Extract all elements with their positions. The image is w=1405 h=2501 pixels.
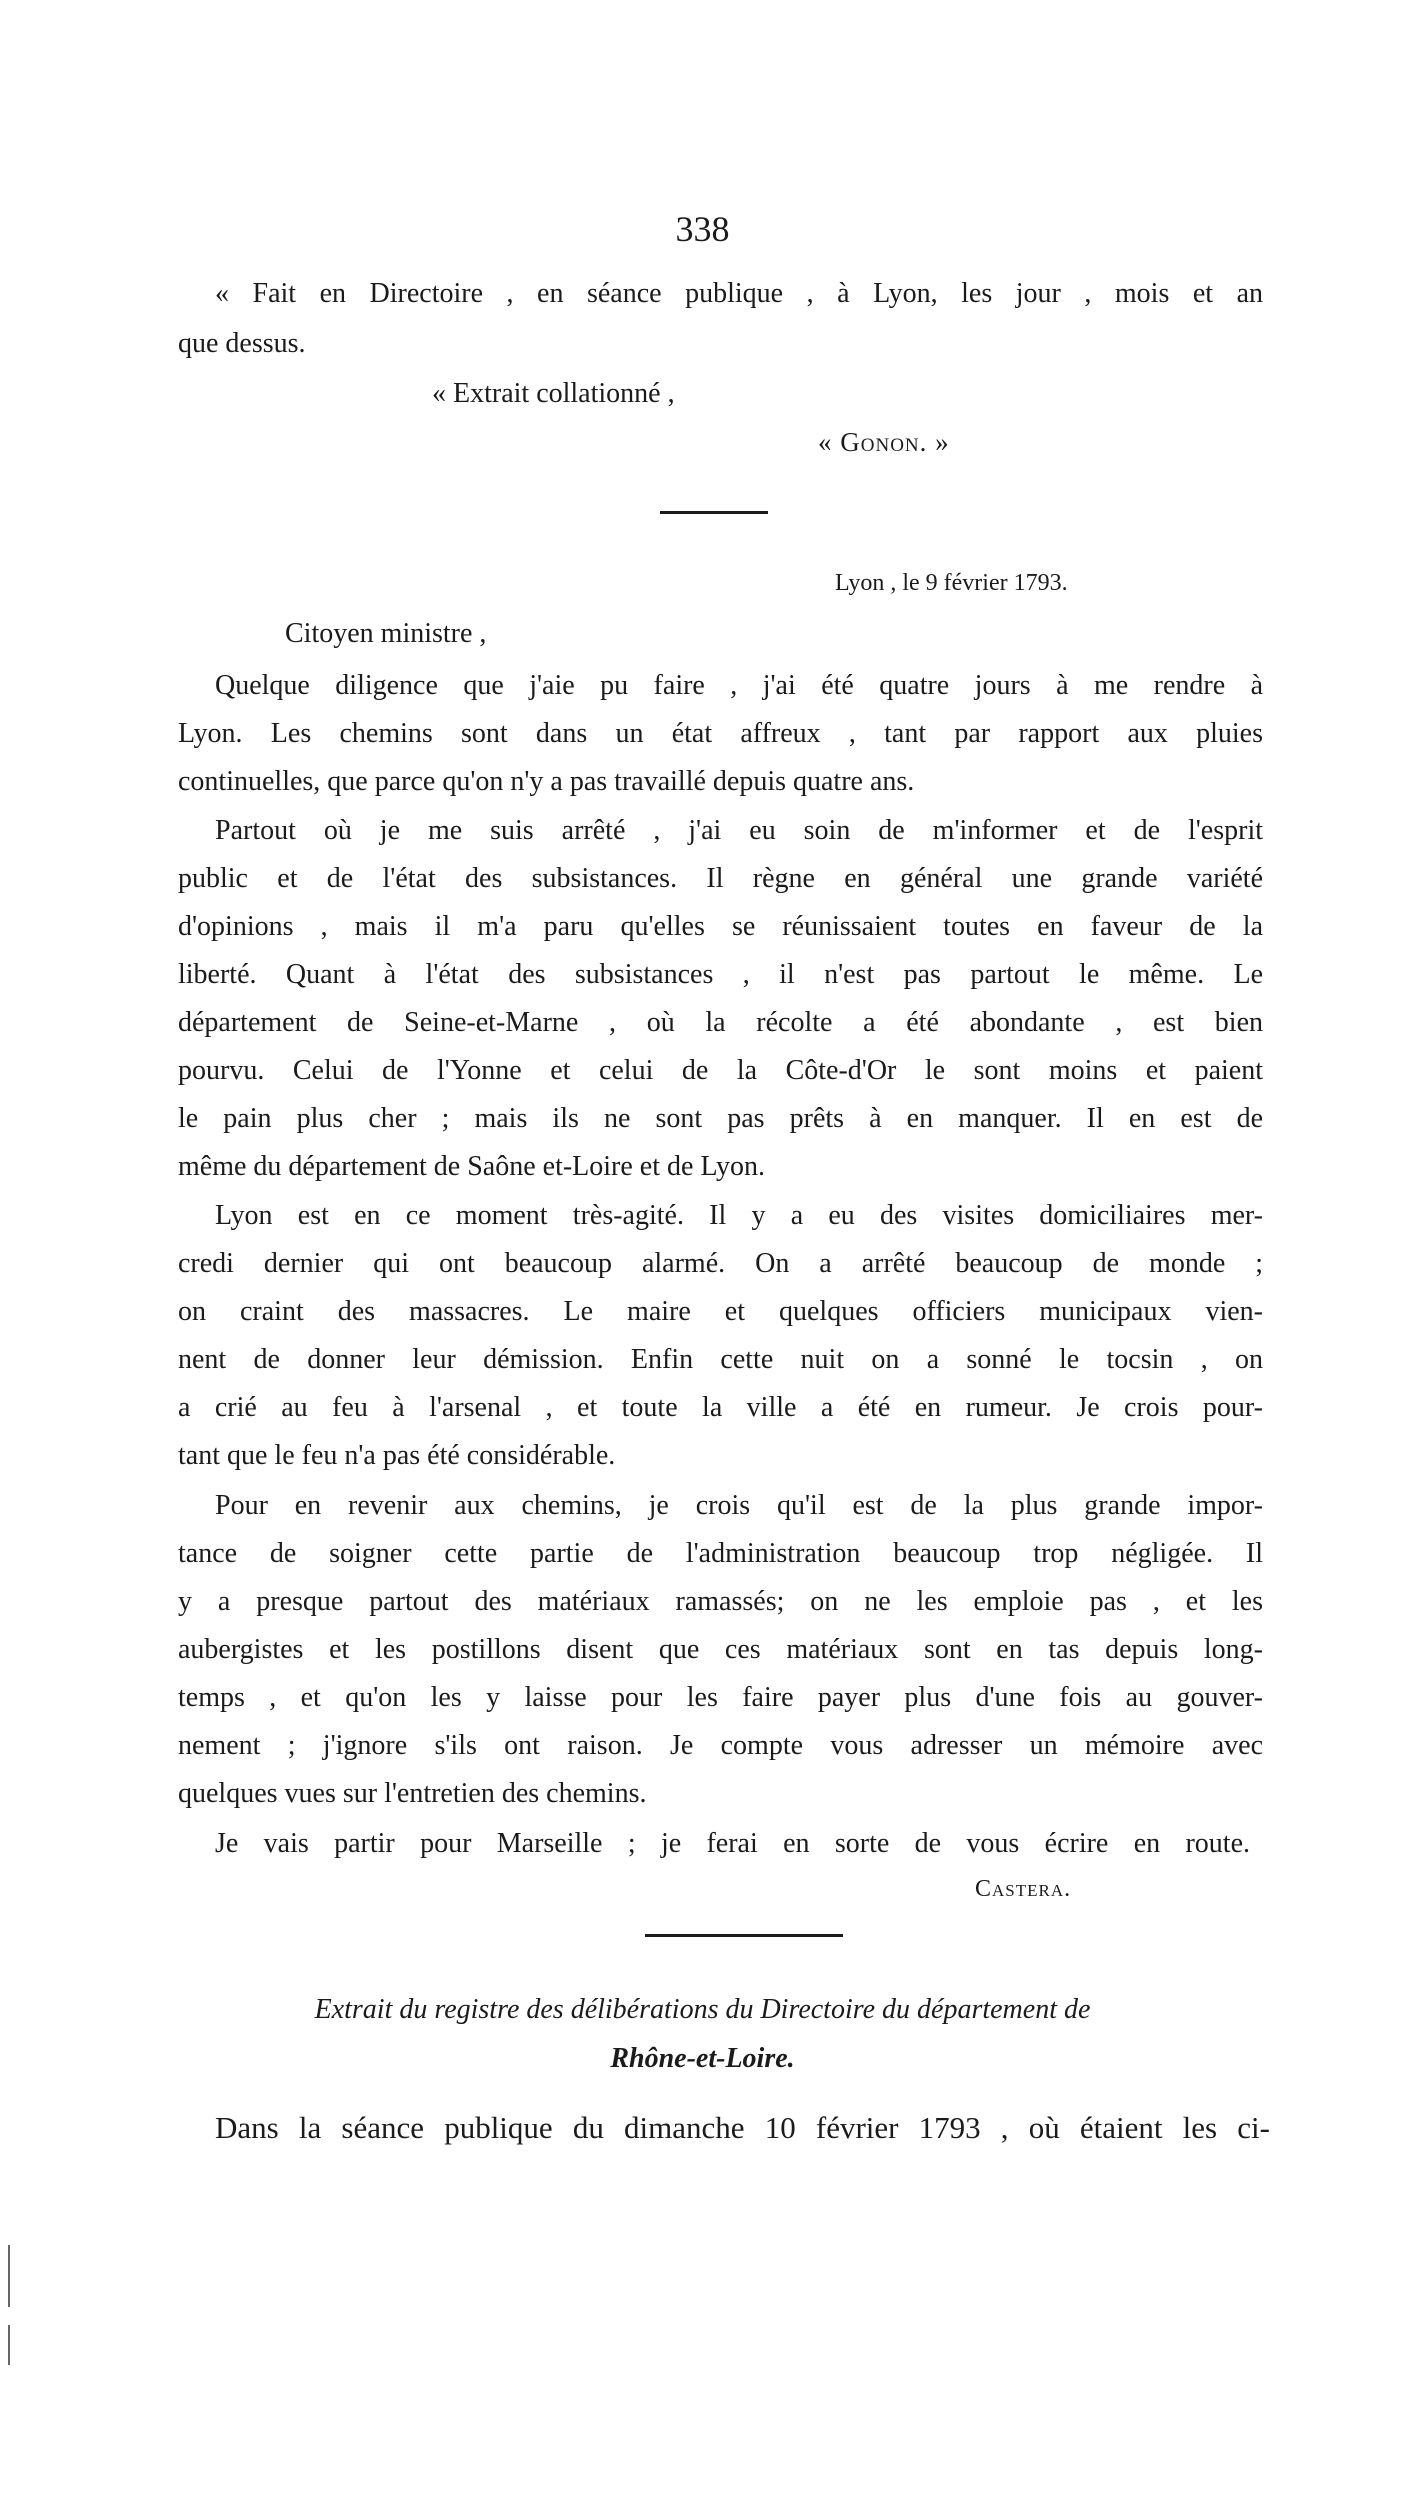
letter-line: Lyon est en ce moment très-agité. Il y a eu des visites domiciliaires mer- — [215, 1200, 1263, 1231]
letter-line: quelques vues sur l'entretien des chemins. — [178, 1778, 647, 1809]
final-line: Dans la séance publique du dimanche 10 février 1793 , où étaient les ci- — [215, 2110, 1270, 2145]
letter-line: Je vais partir pour Marseille ; je ferai en sorte de vous écrire en route. — [215, 1828, 1250, 1859]
letter-line: public et de l'état des subsistances. Il règne en général une grande variété — [178, 863, 1263, 894]
opening-line-1: « Fait en Directoire , en séance publique , à Lyon, les jour , mois et an — [215, 278, 1263, 309]
letter-line: Quelque diligence que j'aie pu faire , j'ai été quatre jours à me rendre à — [215, 670, 1263, 701]
gonon-signature: « Gonon. » — [818, 427, 950, 457]
letter-line: continuelles, que parce qu'on n'y a pas travaillé depuis quatre ans. — [178, 766, 915, 797]
letter-line: y a presque partout des matériaux ramassés; on ne les emploie pas , et les — [178, 1586, 1263, 1617]
letter-line: Pour en revenir aux chemins, je crois qu'il est de la plus grande impor- — [215, 1490, 1263, 1521]
letter-line: Lyon. Les chemins sont dans un état affreux , tant par rapport aux pluies — [178, 718, 1263, 749]
letter-line: nent de donner leur démission. Enfin cette nuit on a sonné le tocsin , on — [178, 1344, 1263, 1375]
page-number: 338 — [675, 209, 730, 249]
letter-line: aubergistes et les postillons disent que ces matériaux sont en tas depuis long- — [178, 1634, 1263, 1665]
extract-title-line-1: Extrait du registre des délibérations du Directoire du département de — [314, 1994, 1091, 2025]
section-divider-2 — [645, 1934, 843, 1937]
section-divider-1 — [660, 511, 768, 514]
letter-line: nement ; j'ignore s'ils ont raison. Je compte vous adresser un mémoire avec — [178, 1730, 1263, 1761]
letter-line: tant que le feu n'a pas été considérable. — [178, 1440, 616, 1471]
letter-line: département de Seine-et-Marne , où la récolte a été abondante , est bien — [178, 1007, 1263, 1038]
letter-line: on craint des massacres. Le maire et quelques officiers municipaux vien- — [178, 1296, 1263, 1327]
letter-line: même du département de Saône et-Loire et de Lyon. — [178, 1151, 766, 1182]
letter-line: liberté. Quant à l'état des subsistances , il n'est pas partout le même. Le — [178, 959, 1263, 990]
letter-line: credi dernier qui ont beaucoup alarmé. On a arrêté beaucoup de monde ; — [178, 1248, 1263, 1279]
castera-signature: Castera. — [975, 1876, 1072, 1902]
letter-line: le pain plus cher ; mais ils ne sont pas prêts à en manquer. Il en est de — [178, 1103, 1263, 1134]
letter-line: a crié au feu à l'arsenal , et toute la ville a été en rumeur. Je crois pour- — [178, 1392, 1263, 1423]
letter-line: Partout où je me suis arrêté , j'ai eu soin de m'informer et de l'esprit — [215, 815, 1263, 846]
opening-line-2: que dessus. — [178, 328, 306, 359]
letter-line: tance de soigner cette partie de l'administration beaucoup trop négligée. Il — [178, 1538, 1263, 1569]
extract-collationne: « Extrait collationné , — [432, 378, 675, 409]
extract-title-line-2: Rhône-et-Loire. — [610, 2043, 795, 2074]
margin-mark — [8, 2245, 10, 2307]
letter-line: d'opinions , mais il m'a paru qu'elles se réunissaient toutes en faveur de la — [178, 911, 1263, 942]
dateline: Lyon , le 9 février 1793. — [835, 570, 1068, 596]
margin-mark — [8, 2325, 10, 2365]
letter-line: temps , et qu'on les y laisse pour les faire payer plus d'une fois au gouver- — [178, 1682, 1263, 1713]
salutation: Citoyen ministre , — [285, 618, 487, 649]
letter-line: pourvu. Celui de l'Yonne et celui de la Côte-d'Or le sont moins et paient — [178, 1055, 1263, 1086]
